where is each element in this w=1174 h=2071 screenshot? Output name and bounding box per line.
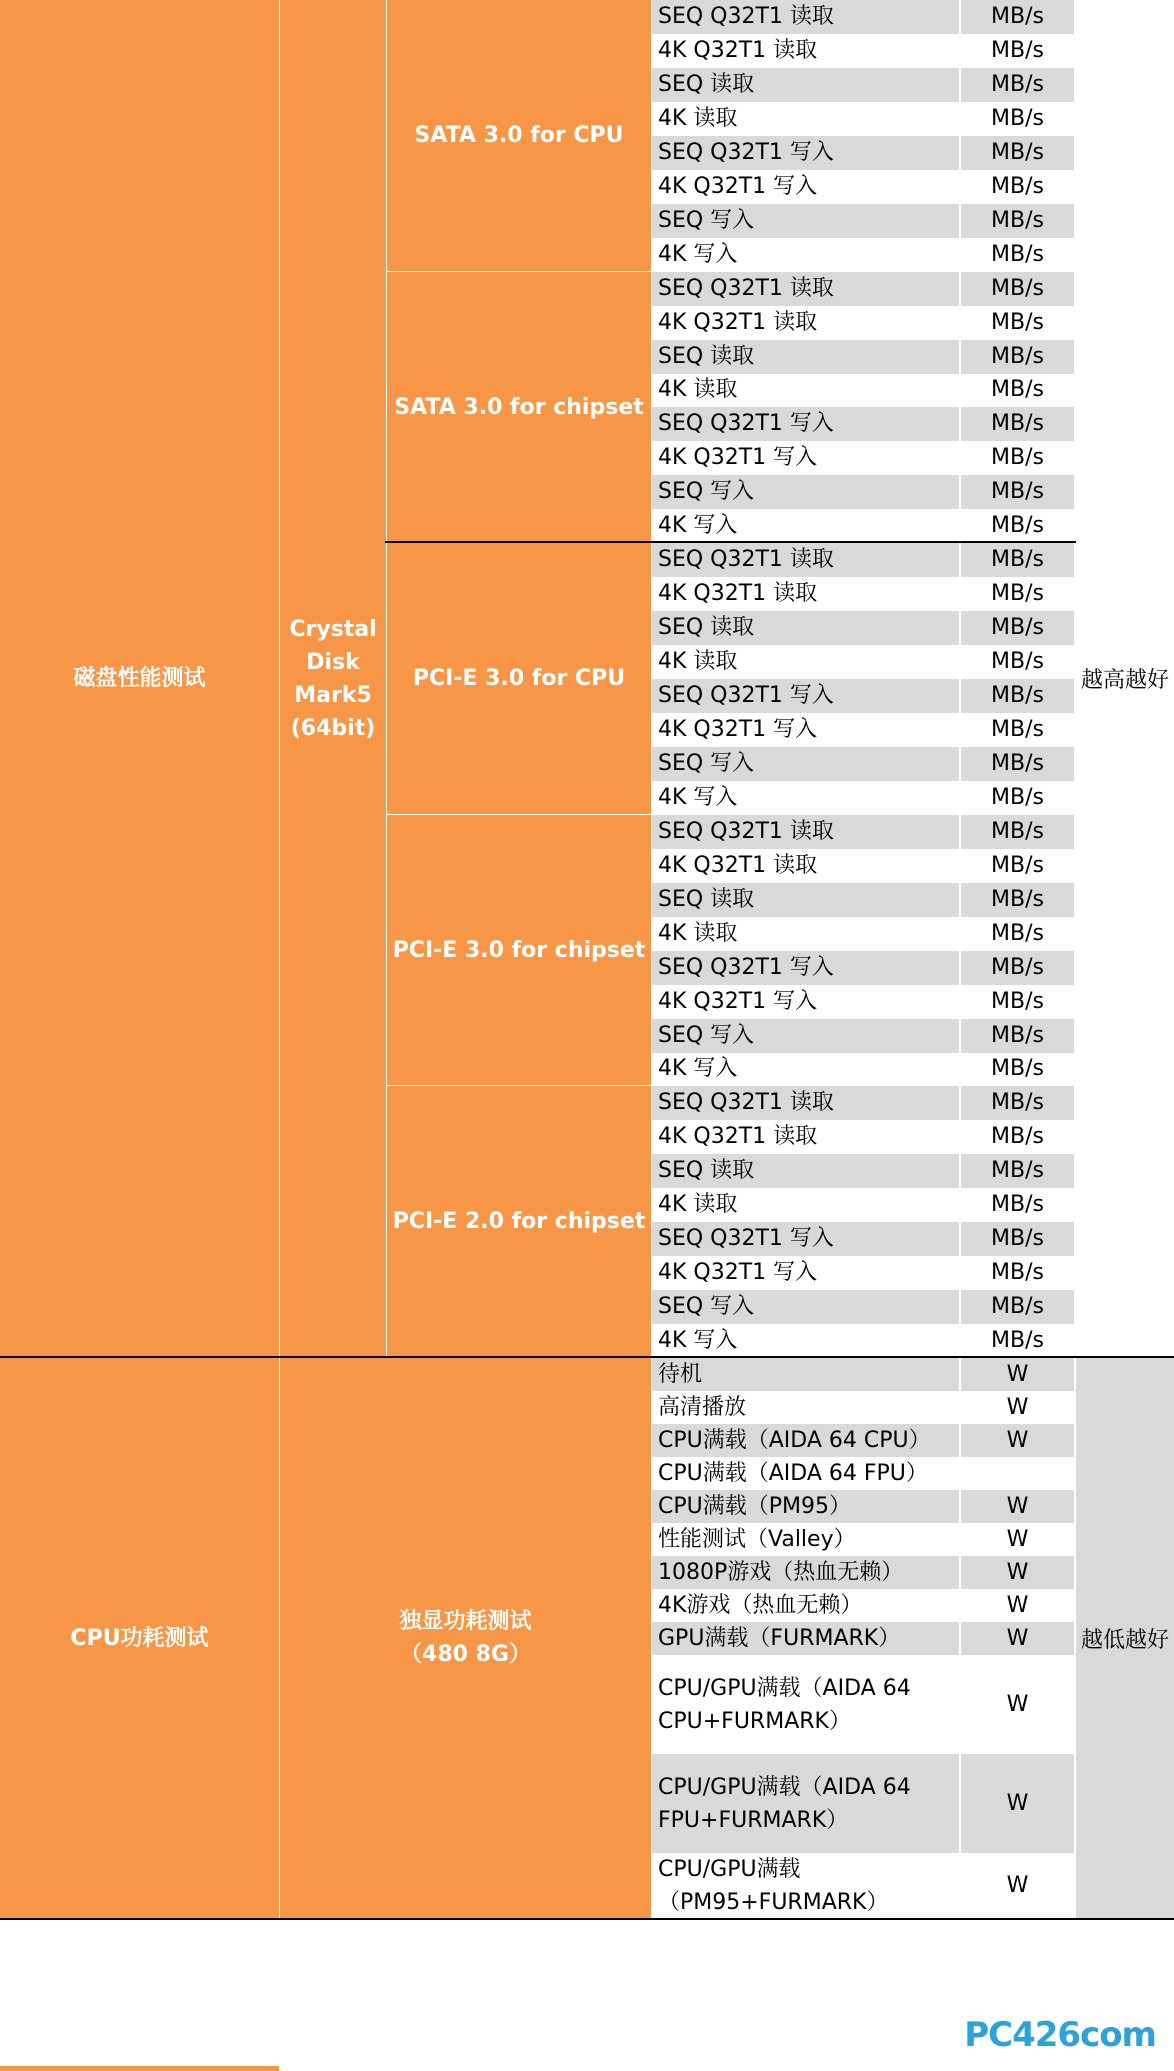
- disk-group-cell: [387, 272, 651, 542]
- disk-item-unit: MB/s: [991, 377, 1044, 402]
- power-item-unit: W: [1006, 1527, 1029, 1552]
- disk-item-unit: MB/s: [991, 310, 1044, 335]
- disk-item-label: 4K 读取: [652, 1188, 961, 1222]
- power-table-row: [652, 1358, 1074, 1391]
- power-note-label: 越低越好: [1080, 1627, 1169, 1653]
- disk-table-row: [652, 611, 1074, 645]
- disk-group-cell: [387, 543, 651, 814]
- disk-table-row: [652, 1222, 1074, 1256]
- disk-item-unit: MB/s: [991, 38, 1044, 63]
- disk-tool-cell: [280, 0, 386, 1357]
- disk-note-cell: [1076, 0, 1174, 1357]
- disk-table-row: [652, 645, 1074, 679]
- disk-item-unit: MB/s: [961, 747, 1074, 781]
- disk-item-label: 4K Q32T1 写入: [652, 985, 961, 1019]
- disk-item-label: SEQ Q32T1 读取: [652, 1086, 961, 1120]
- power-table-row: [652, 1853, 1074, 1918]
- power-item-label: CPU/GPU满载（PM95+FURMARK）: [652, 1853, 961, 1918]
- disk-item-unit: MB/s: [961, 1222, 1074, 1256]
- power-category-label: CPU功耗测试: [70, 1625, 209, 1651]
- disk-group-label: SATA 3.0 for chipset: [394, 394, 644, 420]
- power-item-label: 1080P游戏（热血无赖）: [652, 1556, 961, 1589]
- disk-table-row: [652, 68, 1074, 102]
- disk-table-row: [652, 0, 1074, 34]
- divider-pcie-start: [385, 541, 1076, 543]
- disk-item-label: SEQ 读取: [652, 340, 961, 374]
- power-item-label: CPU满载（AIDA 64 FPU）: [652, 1457, 961, 1490]
- disk-item-unit: MB/s: [961, 1290, 1074, 1324]
- power-item-unit: W: [1006, 1692, 1029, 1717]
- watermark-logo: [964, 2015, 1156, 2055]
- disk-item-label: SEQ Q32T1 写入: [652, 1222, 961, 1256]
- power-item-label: CPU/GPU满载（AIDA 64 CPU+FURMARK）: [652, 1655, 961, 1754]
- disk-item-label: SEQ Q32T1 写入: [652, 407, 961, 441]
- disk-item-label: SEQ Q32T1 读取: [652, 543, 961, 577]
- disk-table-row: [652, 238, 1074, 272]
- power-item-label: GPU满载（FURMARK）: [652, 1622, 961, 1655]
- disk-item-unit: MB/s: [991, 1328, 1044, 1353]
- disk-item-label: 4K Q32T1 写入: [652, 713, 961, 747]
- disk-item-label: SEQ 读取: [652, 611, 961, 645]
- disk-item-label: 4K 写入: [652, 781, 961, 815]
- disk-item-unit: MB/s: [961, 204, 1074, 238]
- power-item-unit: W: [1006, 1395, 1029, 1420]
- disk-item-unit: MB/s: [991, 649, 1044, 674]
- disk-item-unit: MB/s: [991, 1192, 1044, 1217]
- disk-item-unit: MB/s: [961, 407, 1074, 441]
- power-item-unit: W: [1006, 1593, 1029, 1618]
- disk-item-unit: MB/s: [991, 853, 1044, 878]
- disk-item-label: 4K 读取: [652, 373, 961, 407]
- disk-table-row: [652, 815, 1074, 849]
- disk-item-unit: MB/s: [961, 68, 1074, 102]
- disk-table-row: [652, 475, 1074, 509]
- disk-item-label: 4K 写入: [652, 1324, 961, 1358]
- disk-item-label: SEQ Q32T1 写入: [652, 679, 961, 713]
- disk-table-row: [652, 849, 1074, 883]
- disk-item-label: SEQ 读取: [652, 68, 961, 102]
- disk-group-label: PCI-E 3.0 for chipset: [392, 937, 646, 963]
- power-item-label: CPU/GPU满载（AIDA 64 FPU+FURMARK）: [652, 1754, 961, 1853]
- disk-item-unit: MB/s: [991, 106, 1044, 131]
- power-table-row: [652, 1391, 1074, 1424]
- disk-item-label: SEQ Q32T1 读取: [652, 815, 961, 849]
- disk-item-unit: MB/s: [991, 174, 1044, 199]
- disk-item-label: 4K 写入: [652, 238, 961, 272]
- power-item-unit: W: [961, 1490, 1074, 1523]
- disk-item-unit: MB/s: [991, 581, 1044, 606]
- disk-item-unit: MB/s: [991, 989, 1044, 1014]
- disk-table-row: [652, 373, 1074, 407]
- disk-item-unit: MB/s: [961, 543, 1074, 577]
- power-tool-cell: [280, 1358, 651, 1918]
- disk-category-cell: [0, 0, 279, 1357]
- disk-group-cell: [387, 815, 651, 1085]
- disk-table-row: [652, 1256, 1074, 1290]
- disk-table-row: [652, 272, 1074, 306]
- power-item-label: CPU满载（PM95）: [652, 1490, 961, 1523]
- disk-group-label: PCI-E 3.0 for CPU: [412, 666, 626, 691]
- power-table-row: [652, 1754, 1074, 1853]
- disk-table-row: [652, 136, 1074, 170]
- disk-item-label: SEQ 写入: [652, 1290, 961, 1324]
- disk-item-unit: MB/s: [991, 1124, 1044, 1149]
- disk-table-row: [652, 102, 1074, 136]
- disk-table-row: [652, 204, 1074, 238]
- disk-table-row: [652, 951, 1074, 985]
- disk-item-label: 4K Q32T1 读取: [652, 34, 961, 68]
- power-item-unit: W: [961, 1556, 1074, 1589]
- disk-table-row: [652, 543, 1074, 577]
- disk-table-row: [652, 883, 1074, 917]
- disk-item-unit: MB/s: [961, 611, 1074, 645]
- disk-item-label: 4K Q32T1 读取: [652, 306, 961, 340]
- power-item-label: 性能测试（Valley）: [652, 1523, 961, 1556]
- disk-item-label: SEQ 写入: [652, 1019, 961, 1053]
- power-item-label: 高清播放: [652, 1391, 961, 1424]
- disk-item-unit: MB/s: [961, 951, 1074, 985]
- disk-item-unit: MB/s: [991, 242, 1044, 267]
- disk-item-unit: MB/s: [961, 475, 1074, 509]
- disk-item-label: SEQ 写入: [652, 747, 961, 781]
- disk-item-label: 4K Q32T1 读取: [652, 577, 961, 611]
- disk-category-label: 磁盘性能测试: [73, 666, 206, 691]
- disk-item-unit: MB/s: [991, 445, 1044, 470]
- disk-table-row: [652, 1052, 1074, 1086]
- disk-table-row: [652, 1120, 1074, 1154]
- power-item-unit: W: [1006, 1873, 1029, 1898]
- power-table-row: [652, 1523, 1074, 1556]
- disk-table-row: [652, 679, 1074, 713]
- disk-item-unit: MB/s: [991, 513, 1044, 538]
- disk-group-cell: [387, 1086, 651, 1357]
- disk-table-row: [652, 1086, 1074, 1120]
- disk-table-row: [652, 577, 1074, 611]
- disk-item-unit: MB/s: [961, 0, 1074, 34]
- disk-tool-label: Crystal Disk Mark5 (64bit): [289, 616, 377, 741]
- power-item-unit: W: [961, 1622, 1074, 1655]
- disk-item-unit: MB/s: [961, 815, 1074, 849]
- disk-table-row: [652, 781, 1074, 815]
- disk-item-label: SEQ Q32T1 写入: [652, 136, 961, 170]
- disk-item-label: 4K Q32T1 写入: [652, 170, 961, 204]
- disk-item-label: 4K 读取: [652, 645, 961, 679]
- disk-item-unit: MB/s: [991, 1260, 1044, 1285]
- disk-table-row: [652, 34, 1074, 68]
- disk-table-row: [652, 1019, 1074, 1053]
- disk-table-row: [652, 917, 1074, 951]
- power-item-label: CPU满载（AIDA 64 CPU）: [652, 1424, 961, 1457]
- disk-item-unit: MB/s: [961, 136, 1074, 170]
- power-table-row: [652, 1655, 1074, 1754]
- power-table-row: [652, 1424, 1074, 1457]
- disk-item-unit: MB/s: [961, 1019, 1074, 1053]
- power-tool-label: 独显功耗测试（480 8G）: [399, 1609, 532, 1667]
- disk-table-row: [652, 1324, 1074, 1358]
- disk-item-label: 4K Q32T1 读取: [652, 1120, 961, 1154]
- power-item-unit: W: [961, 1358, 1074, 1391]
- divider-power-end: [0, 1918, 1174, 1920]
- disk-item-label: 4K 读取: [652, 917, 961, 951]
- bottom-orange-strip: [0, 2066, 279, 2071]
- disk-item-label: SEQ Q32T1 读取: [652, 272, 961, 306]
- disk-item-unit: MB/s: [991, 785, 1044, 810]
- disk-item-unit: MB/s: [961, 883, 1074, 917]
- disk-table-row: [652, 747, 1074, 781]
- disk-item-label: 4K Q32T1 写入: [652, 1256, 961, 1290]
- disk-note-label: 越高越好: [1080, 668, 1169, 693]
- power-item-unit: W: [961, 1754, 1074, 1853]
- disk-item-unit: MB/s: [961, 340, 1074, 374]
- disk-item-label: 4K Q32T1 读取: [652, 849, 961, 883]
- disk-group-cell: [387, 0, 651, 271]
- power-item-label: 待机: [652, 1358, 961, 1391]
- power-item-unit: [961, 1457, 1074, 1490]
- power-table-row: [652, 1589, 1074, 1622]
- disk-item-unit: MB/s: [991, 717, 1044, 742]
- disk-table-row: [652, 1188, 1074, 1222]
- disk-item-unit: MB/s: [961, 1154, 1074, 1188]
- power-table-row: [652, 1490, 1074, 1523]
- disk-item-label: 4K 写入: [652, 509, 961, 543]
- power-note-cell: [1076, 1358, 1174, 1918]
- watermark-text: PC426com: [964, 2015, 1156, 2055]
- disk-item-label: 4K 写入: [652, 1052, 961, 1086]
- disk-table-row: [652, 509, 1074, 543]
- disk-item-label: SEQ 读取: [652, 1154, 961, 1188]
- disk-table-row: [652, 306, 1074, 340]
- disk-item-label: 4K Q32T1 写入: [652, 441, 961, 475]
- disk-group-label: PCI-E 2.0 for chipset: [392, 1209, 646, 1234]
- disk-table-row: [652, 1154, 1074, 1188]
- disk-table-row: [652, 340, 1074, 374]
- disk-item-unit: MB/s: [961, 272, 1074, 306]
- disk-item-label: SEQ 写入: [652, 475, 961, 509]
- disk-item-label: SEQ 写入: [652, 204, 961, 238]
- power-table-row: [652, 1457, 1074, 1490]
- disk-item-unit: MB/s: [961, 679, 1074, 713]
- disk-table-row: [652, 1290, 1074, 1324]
- disk-item-label: 4K 读取: [652, 102, 961, 136]
- power-category-cell: [0, 1358, 279, 1918]
- disk-table-row: [652, 985, 1074, 1019]
- power-table-row: [652, 1622, 1074, 1655]
- disk-item-label: SEQ Q32T1 读取: [652, 0, 961, 34]
- disk-table-row: [652, 713, 1074, 747]
- disk-table-row: [652, 170, 1074, 204]
- disk-item-label: SEQ 读取: [652, 883, 961, 917]
- power-item-unit: W: [961, 1424, 1074, 1457]
- disk-table-row: [652, 407, 1074, 441]
- disk-item-unit: MB/s: [961, 1086, 1074, 1120]
- power-table-row: [652, 1556, 1074, 1589]
- disk-item-label: SEQ Q32T1 写入: [652, 951, 961, 985]
- disk-table-row: [652, 441, 1074, 475]
- disk-item-unit: MB/s: [991, 921, 1044, 946]
- power-item-label: 4K游戏（热血无赖）: [652, 1589, 961, 1622]
- disk-item-unit: MB/s: [991, 1056, 1044, 1081]
- disk-group-label: SATA 3.0 for CPU: [414, 123, 624, 148]
